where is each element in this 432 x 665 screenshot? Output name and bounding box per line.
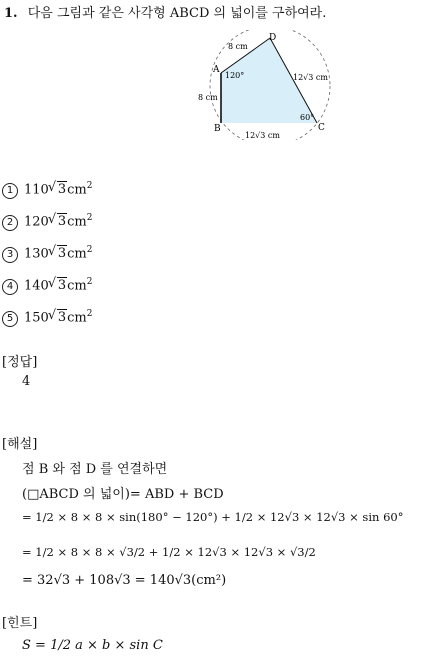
option-3[interactable]: 3 130√ $3cm^2$ xyxy=(2,245,92,263)
vertex-c: C xyxy=(318,123,325,133)
option-marker: 5 xyxy=(2,311,18,327)
vertex-d: D xyxy=(269,33,277,43)
hint-header: [힌트] xyxy=(2,616,38,631)
vertex-a: A xyxy=(213,65,220,75)
quadrilateral-figure xyxy=(190,30,350,140)
explanation-header: [해설] xyxy=(2,437,38,452)
option-marker: 2 xyxy=(2,215,18,231)
answer-header: [정답] xyxy=(2,355,38,370)
angle-a: 120° xyxy=(225,71,245,80)
option-marker: 4 xyxy=(2,279,18,295)
hint-formula: S = 1/2 a × b × sin C xyxy=(22,638,163,653)
explanation-line-2: (□ABCD 의 넓이)= ABD + BCD xyxy=(22,487,224,502)
question-text: 다음 그림과 같은 사각형 ABCD 의 넓이를 구하여라. xyxy=(27,6,327,21)
option-2[interactable]: 2 120√ $3cm^2$ xyxy=(2,213,92,231)
label-ad: 8 cm xyxy=(228,42,248,51)
option-1[interactable]: 1 110√ $3cm^2$ xyxy=(2,181,92,199)
angle-c: 60° xyxy=(300,113,315,122)
option-marker: 1 xyxy=(2,183,18,199)
answer-value: 4 xyxy=(22,374,31,389)
option-marker: 3 xyxy=(2,247,18,263)
label-ab: 8 cm xyxy=(198,93,218,102)
label-bc: 12√3 cm xyxy=(245,131,280,140)
explanation-line-1: 점 B 와 점 D 를 연결하면 xyxy=(22,462,168,477)
option-4[interactable]: 4 140√ $3cm^2$ xyxy=(2,277,92,295)
option-5[interactable]: 5 150√ $3cm^2$ xyxy=(2,309,92,327)
label-dc: 12√3 cm xyxy=(293,73,328,82)
explanation-line-5: = 32√3 + 108√3 = 140√3(cm²) xyxy=(22,573,227,588)
question xyxy=(4,2,326,21)
explanation-line-4: = 1/2 × 8 × 8 × √3/2 + 1/2 × 12√3 × 12√3 × √3/2 xyxy=(22,545,316,559)
question-number: 1. xyxy=(4,6,18,21)
explanation-line-3: = 1/2 × 8 × 8 × sin(180° − 120°) + 1/2 × 12√3 × 12√3 × sin 60° xyxy=(22,510,404,524)
vertex-b: B xyxy=(214,124,221,134)
